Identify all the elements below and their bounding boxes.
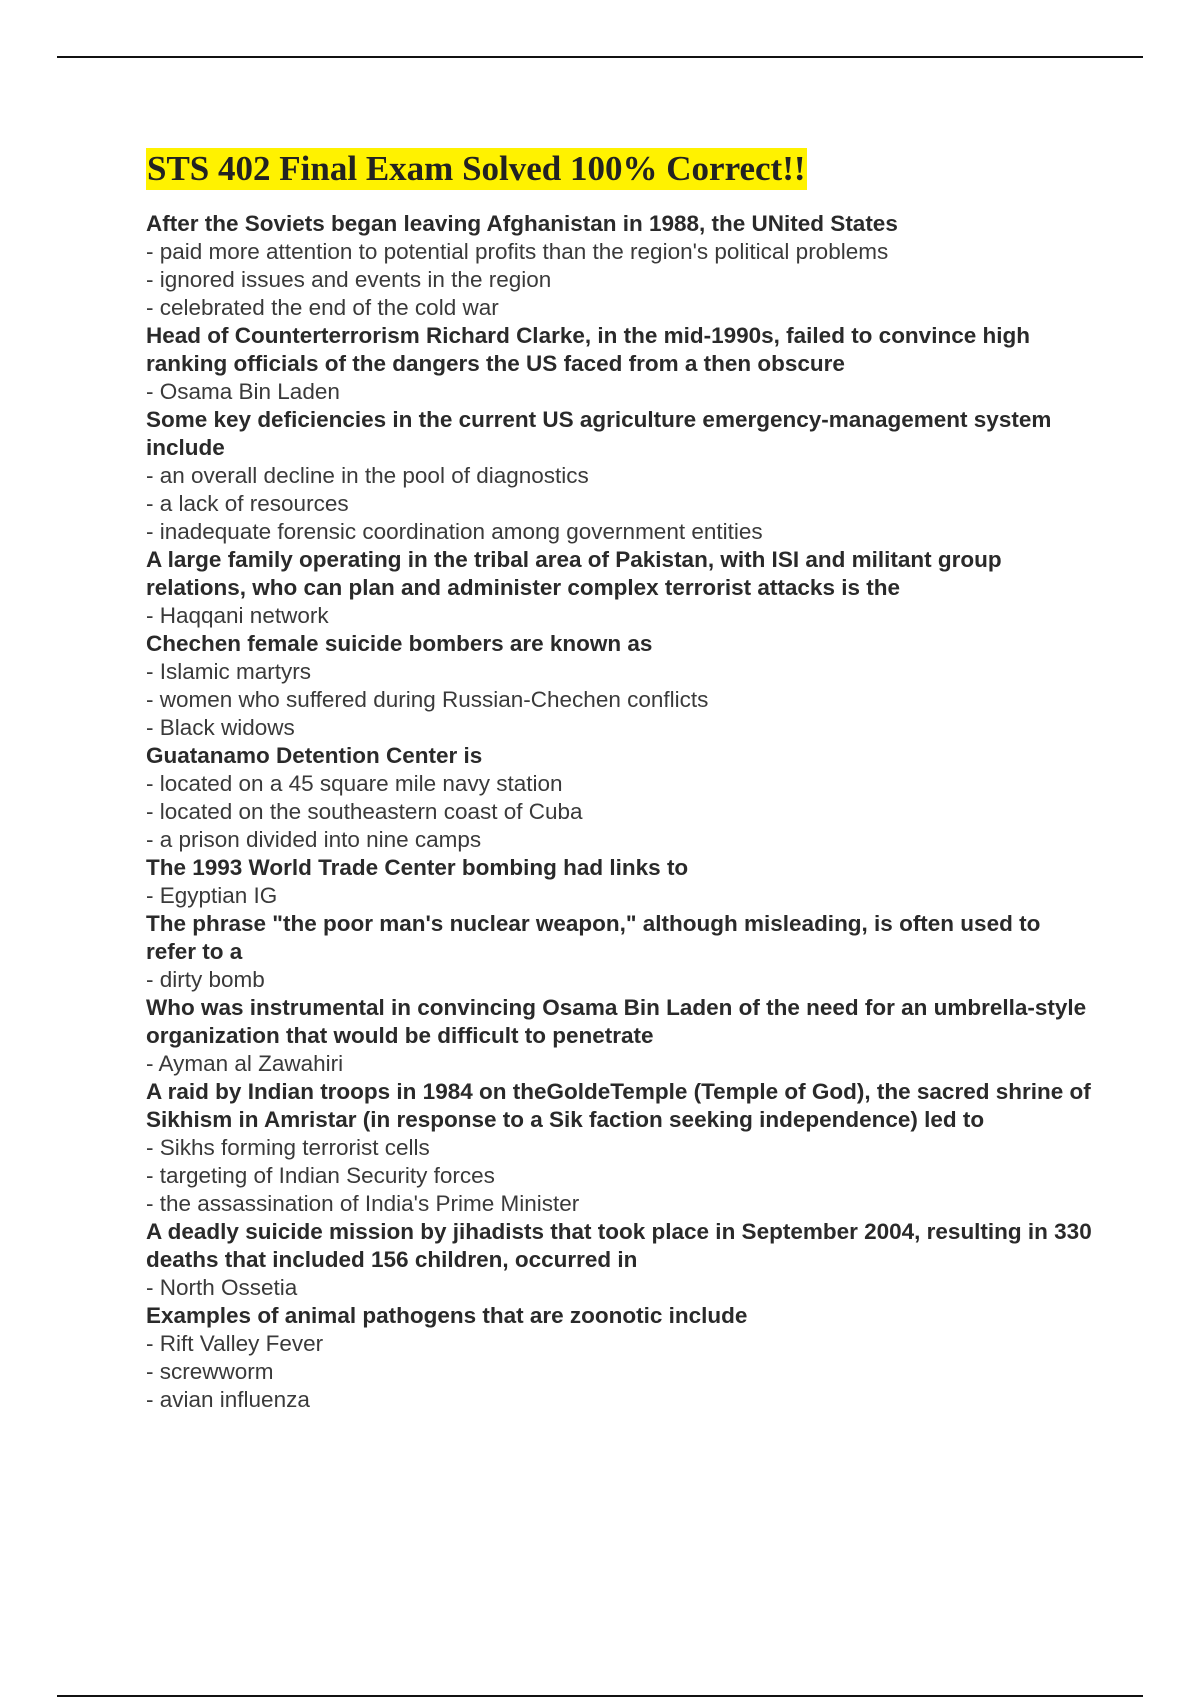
qa-entry: [146, 546, 1096, 630]
answer-text: - the assassination of India's Prime Minister: [146, 1191, 580, 1216]
qa-entry: [146, 630, 1096, 742]
question-text: A raid by Indian troops in 1984 on theGoldeTemple (Temple of God), the sacred shrine of Sikhism in Amristar (in response to a Sik faction seeking independence) led to: [146, 1079, 1091, 1132]
qa-entry: [146, 742, 1096, 854]
qa-list: [146, 210, 1096, 1414]
answer-text: - located on a 45 square mile navy station: [146, 771, 563, 796]
question-text: Some key deficiencies in the current US agriculture emergency-management system include: [146, 407, 1052, 460]
answer-text: - Osama Bin Laden: [146, 379, 340, 404]
qa-entry: [146, 322, 1096, 406]
answer-text: - Black widows: [146, 715, 295, 740]
answer-text: - Sikhs forming terrorist cells: [146, 1135, 430, 1160]
qa-entry: [146, 994, 1096, 1078]
answer-text: - located on the southeastern coast of Cuba: [146, 799, 583, 824]
question-text: Examples of animal pathogens that are zoonotic include: [146, 1303, 748, 1328]
answer-text: - Haqqani network: [146, 603, 329, 628]
qa-entry: [146, 1078, 1096, 1218]
answer-text: - Egyptian IG: [146, 883, 278, 908]
answer-text: - Ayman al Zawahiri: [146, 1051, 344, 1076]
qa-entry: [146, 910, 1096, 994]
answer-text: - dirty bomb: [146, 967, 265, 992]
question-text: The 1993 World Trade Center bombing had links to: [146, 855, 689, 880]
answer-text: - targeting of Indian Security forces: [146, 1163, 495, 1188]
qa-entry: [146, 854, 1096, 910]
question-text: Chechen female suicide bombers are known as: [146, 631, 653, 656]
answer-text: - women who suffered during Russian-Chechen conflicts: [146, 687, 709, 712]
page-title: STS 402 Final Exam Solved 100% Correct!!: [147, 149, 806, 188]
answer-text: - an overall decline in the pool of diagnostics: [146, 463, 589, 488]
bottom-rule: [57, 1695, 1143, 1697]
qa-entry: [146, 210, 1096, 322]
qa-entry: [146, 406, 1096, 546]
document-body: [146, 148, 1096, 1414]
question-text: Guatanamo Detention Center is: [146, 743, 483, 768]
qa-entry: [146, 1218, 1096, 1302]
question-text: Who was instrumental in convincing Osama Bin Laden of the need for an umbrella-style organization that would be difficult to penetrate: [146, 995, 1087, 1048]
question-text: After the Soviets began leaving Afghanistan in 1988, the UNited States: [146, 211, 898, 236]
answer-text: - celebrated the end of the cold war: [146, 295, 499, 320]
answer-text: - a lack of resources: [146, 491, 349, 516]
answer-text: - screwworm: [146, 1359, 274, 1384]
answer-text: - inadequate forensic coordination among government entities: [146, 519, 763, 544]
question-text: The phrase "the poor man's nuclear weapon," although misleading, is often used to refer to a: [146, 911, 1041, 964]
answer-text: - Islamic martyrs: [146, 659, 311, 684]
question-text: A large family operating in the tribal area of Pakistan, with ISI and militant group relations, who can plan and administer complex terrorist attacks is the: [146, 547, 1002, 600]
answer-text: - Rift Valley Fever: [146, 1331, 324, 1356]
answer-text: - avian influenza: [146, 1387, 310, 1412]
answer-text: - paid more attention to potential profits than the region's political problems: [146, 239, 889, 264]
qa-entry: [146, 1302, 1096, 1414]
question-text: A deadly suicide mission by jihadists that took place in September 2004, resulting in 330 deaths that included 156 children, occurred in: [146, 1219, 1092, 1272]
answer-text: - a prison divided into nine camps: [146, 827, 482, 852]
answer-text: - North Ossetia: [146, 1275, 298, 1300]
top-rule: [57, 56, 1143, 58]
question-text: Head of Counterterrorism Richard Clarke, in the mid-1990s, failed to convince high ranking officials of the dangers the US faced from a then obscure: [146, 323, 1030, 376]
answer-text: - ignored issues and events in the region: [146, 267, 552, 292]
